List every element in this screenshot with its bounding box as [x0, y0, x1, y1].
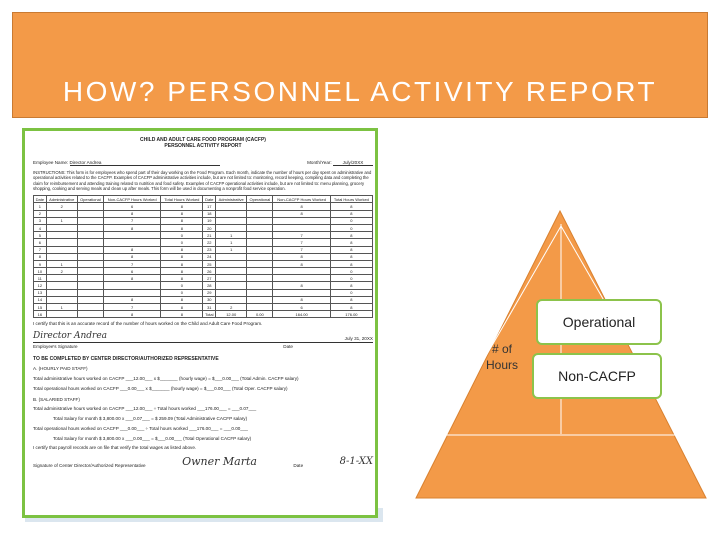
table-cell: 8 [161, 304, 203, 311]
column-header: Date [203, 196, 216, 203]
table-cell: 25 [203, 260, 216, 267]
table-cell: 9 [34, 260, 47, 267]
table-cell: 8 [330, 203, 372, 210]
table-cell: 176.00 [330, 311, 372, 318]
table-cell: 17 [203, 203, 216, 210]
column-header: Total Hours Worked [161, 196, 203, 203]
table-cell: 8 [330, 232, 372, 239]
table-cell: 5 [34, 232, 47, 239]
table-cell: 0 [330, 217, 372, 224]
table-cell: 1 [216, 246, 247, 253]
salaried-line-1: Total administrative hours worked on CACFP ___12.00___ ÷ Total hours worked ___176.00___ = ___0.07___ [33, 406, 257, 412]
table-cell: 8 [273, 203, 330, 210]
table-cell: 8 [330, 210, 372, 217]
table-cell: 2 [216, 304, 247, 311]
table-cell: 16 [34, 311, 47, 318]
month-label: Month/Year: [307, 159, 332, 165]
column-header: Administrative [216, 196, 247, 203]
table-cell: 8 [330, 246, 372, 253]
non-cacfp-box: Non-CACFP [532, 353, 662, 399]
table-cell: 13 [34, 289, 47, 296]
date-label: Date [283, 344, 293, 350]
hours-axis-label-line1: # of [491, 342, 512, 356]
auth-signature: Owner Marta [182, 455, 257, 468]
table-cell: 6 [104, 268, 161, 275]
salaried-line-3: Total operational hours worked on CACFP ___0.00___ ÷ Total hours worked ___176.00___ = ___0.00___ [33, 425, 248, 431]
table-cell: 10 [34, 268, 47, 275]
table-cell: 8 [330, 296, 372, 303]
hourly-oper-line: Total operational hours worked on CACFP ___0.00___ x $_______ (hourly wage) = $___0.00___ (Total Oper. CACFP salary) [33, 385, 288, 391]
table-cell: 8 [161, 217, 203, 224]
table-cell: 12 [34, 282, 47, 289]
table-cell: 19 [203, 217, 216, 224]
employee-label: Employee Name: [33, 159, 69, 165]
table-cell: 0 [161, 232, 203, 239]
table-cell: 23 [203, 246, 216, 253]
table-cell: 20 [203, 224, 216, 231]
table-cell: 7 [34, 246, 47, 253]
table-cell: 14 [34, 296, 47, 303]
table-cell: 0 [330, 224, 372, 231]
table-cell: 8 [273, 296, 330, 303]
table-cell: 8 [273, 253, 330, 260]
column-header: Non-CACFP Hours Worked [273, 196, 330, 203]
signature-date: July 31, 20XX [344, 336, 373, 342]
table-cell: 6 [34, 239, 47, 246]
table-cell: 8 [161, 311, 203, 318]
table-cell: 8 [273, 210, 330, 217]
instructions: INSTRUCTIONS: This form is for employees who spend part of their day working on the Food Program. Each month, indicate the number of hours per day spent on administrative and operational activities related to the CACFP. Examples of CACFP administrative activities include, but are not limited to: monitoring, record keeping, compiling data and completing the claim for reimbursement and attending training related to nutrition and food safety. Examples of CACFP operational activities include, but are not limited to: menu planning, grocery shopping, cooking and serving meals and clean up after meals. This form will be used in documenting a nonprofit food service operation. [33, 170, 372, 191]
table-cell: 24 [203, 253, 216, 260]
table-cell: 8 [161, 224, 203, 231]
hourly-title: A. (HOURLY PAID STAFF) [33, 366, 88, 372]
table-cell: 26 [203, 268, 216, 275]
employee-signature-label: Employee's Signature [33, 344, 78, 350]
table-cell: 15 [34, 304, 47, 311]
column-header: Administrative [46, 196, 77, 203]
table-cell: 1 [216, 239, 247, 246]
table-cell: 8 [104, 253, 161, 260]
salaried-title: B. (SALARIED STAFF) [33, 396, 80, 402]
table-cell: 0 [330, 289, 372, 296]
table-cell: 29 [203, 289, 216, 296]
table-cell: 7 [104, 304, 161, 311]
table-cell: 8 [161, 296, 203, 303]
table-cell: 18 [203, 210, 216, 217]
table-cell: 0 [161, 289, 203, 296]
column-header: Date [34, 196, 47, 203]
operational-box: Operational [536, 299, 662, 345]
table-cell: 8 [104, 210, 161, 217]
table-cell: 7 [104, 217, 161, 224]
page-title: HOW? PERSONNEL ACTIVITY REPORT [62, 76, 658, 107]
table-cell: 12.00 [216, 311, 247, 318]
table-cell: 1 [34, 203, 47, 210]
table-cell: Total [203, 311, 216, 318]
table-cell: 4 [34, 224, 47, 231]
column-header: Operational [77, 196, 103, 203]
table-cell: 8 [104, 224, 161, 231]
table-cell: 31 [203, 304, 216, 311]
hourly-admin-line: Total administrative hours worked on CACFP ___12.00___ x $_______ (hourly wage) = $___0.00___ (Total Admin. CACFP salary) [33, 376, 299, 382]
table-cell: 8 [330, 253, 372, 260]
table-cell: 6 [104, 203, 161, 210]
table-cell: 8 [104, 311, 161, 318]
table-cell: 21 [203, 232, 216, 239]
table-cell: 0 [161, 239, 203, 246]
payroll-text: I certify that payroll records are on file that verify the total wages as listed above. [33, 445, 197, 451]
month-value: July/20XX [333, 160, 373, 167]
hours-axis-label [478, 341, 526, 373]
table-cell: 8 [273, 260, 330, 267]
table-cell: 7 [104, 260, 161, 267]
table-cell: 7 [273, 232, 330, 239]
table-cell: 7 [273, 239, 330, 246]
employee-signature: Director Andrea [33, 331, 108, 342]
table-cell: 0 [330, 275, 372, 282]
table-cell: 3 [34, 217, 47, 224]
table-cell: 8 [330, 304, 372, 311]
report-name: PERSONNEL ACTIVITY REPORT [164, 143, 242, 150]
certify-text: I certify that this is an accurate record of the number of hours worked on the Child and Adult Care Food Program. [33, 321, 263, 327]
table-cell: 8 [161, 246, 203, 253]
table-cell: 8 [161, 203, 203, 210]
table-cell: 1 [46, 304, 77, 311]
table-cell: 8 [161, 210, 203, 217]
salaried-line-2: Total Salary for month $ 3,800.00 x ___0.07___ = $ 259.09 (Total Administrative CACFP salary) [53, 416, 248, 422]
table-cell: 8 [330, 260, 372, 267]
employee-value: Director Andrea [70, 160, 220, 167]
table-cell: 2 [46, 203, 77, 210]
table-cell: 8 [104, 296, 161, 303]
table-cell: 1 [46, 217, 77, 224]
table-cell: 11 [34, 275, 47, 282]
table-cell: 0 [330, 268, 372, 275]
table-cell: 8 [161, 275, 203, 282]
table-cell: 6 [273, 304, 330, 311]
table-cell: 8 [273, 282, 330, 289]
table-cell: 8 [104, 275, 161, 282]
table-cell: 8 [161, 260, 203, 267]
column-header: Operational [247, 196, 273, 203]
auth-date: 8-1-XX [339, 456, 373, 468]
table-cell: 8 [161, 253, 203, 260]
table-cell: 0 [161, 282, 203, 289]
table-cell: 0.00 [247, 311, 273, 318]
table-cell: 8 [104, 246, 161, 253]
hours-axis-label-line2: Hours [485, 358, 518, 372]
section-title: TO BE COMPLETED BY CENTER DIRECTOR/AUTHORIZED REPRESENTATIVE [33, 356, 219, 363]
table-cell: 2 [34, 210, 47, 217]
auth-date-label: Date [293, 463, 304, 469]
table-cell: 2 [46, 268, 77, 275]
table-cell: 27 [203, 275, 216, 282]
table-cell: 28 [203, 282, 216, 289]
table-cell: 7 [273, 246, 330, 253]
table-cell: 1 [216, 232, 247, 239]
table-cell: 1 [46, 260, 77, 267]
column-header: Total Hours Worked [330, 196, 372, 203]
table-cell: 8 [161, 268, 203, 275]
table-cell: 8 [34, 253, 47, 260]
program-name: CHILD AND ADULT CARE FOOD PROGRAM (CACFP) [140, 137, 266, 143]
table-cell: 22 [203, 239, 216, 246]
table-cell: 8 [330, 239, 372, 246]
table-cell: 30 [203, 296, 216, 303]
column-header: Non-CACFP Hours Worked [104, 196, 161, 203]
table-cell: 8 [330, 282, 372, 289]
table-cell: 164.00 [273, 311, 330, 318]
auth-signature-label: Signature of Center Director/Authorized Representative [33, 463, 146, 469]
salaried-line-4: Total Salary for month $ 3,800.00 x ___0.00___ = $___0.00___ (Total Operational CACFP salary) [53, 435, 252, 441]
